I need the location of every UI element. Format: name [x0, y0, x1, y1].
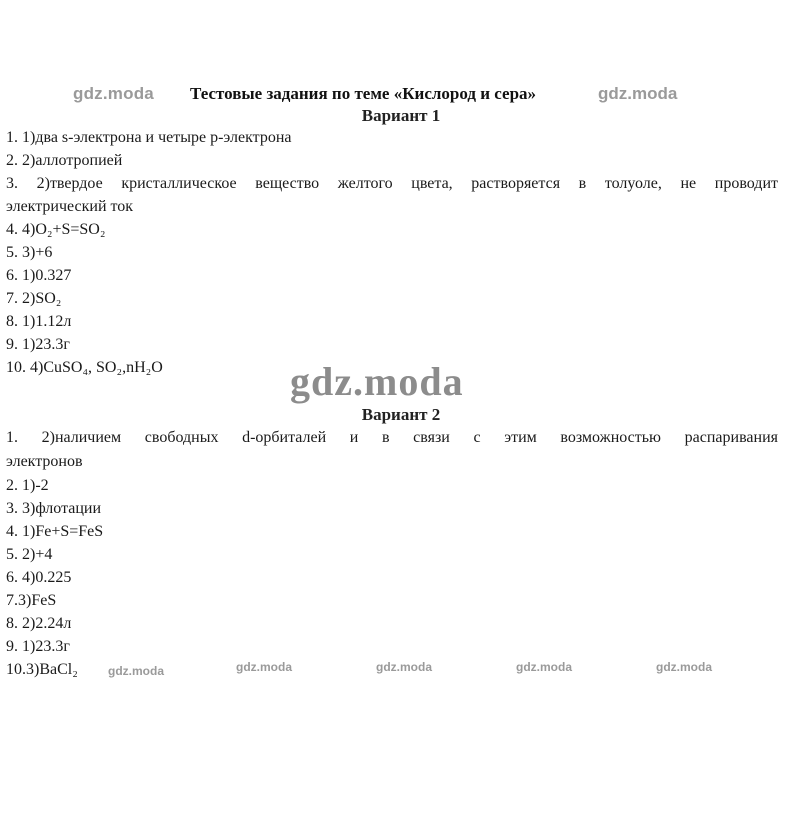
- answer-v1-4: 4. 4)O₂+S=SO₂: [6, 221, 106, 238]
- answer-v2-7: 7.3)FeS: [6, 592, 57, 609]
- answer-v1-10: 10. 4)CuSO₄, SO₂,nH₂O: [6, 359, 163, 376]
- answer-v1-1: 1. 1)два s-электрона и четыре p-электрона: [6, 129, 292, 146]
- answer-v2-9: 9. 1)23.3г: [6, 638, 70, 655]
- answer-v2-6: 6. 4)0.225: [6, 569, 72, 586]
- answer-v1-9: 9. 1)23.3г: [6, 336, 70, 353]
- answer-v1-3-cont: электрический ток: [6, 198, 134, 215]
- watermark-left: gdz.moda: [73, 84, 154, 103]
- header: [0, 84, 802, 106]
- variant-1-heading: Вариант 1: [361, 106, 441, 125]
- answer-v2-4: 4. 1)Fe+S=FeS: [6, 523, 104, 540]
- answer-v2-10: 10.3)BaCl₂: [6, 661, 78, 678]
- footer-watermark-5: gdz.moda: [656, 660, 712, 674]
- answer-v1-2: 2. 2)аллотропией: [6, 152, 123, 169]
- page-title: Тестовые задания по теме «Кислород и сера»: [190, 84, 537, 103]
- answer-v2-5: 5. 2)+4: [6, 546, 53, 563]
- answer-v2-1: 1. 2)наличием свободных d-орбиталей и в связи с этим возможностью распаривания: [6, 429, 778, 446]
- footer-watermark-4: gdz.moda: [516, 660, 572, 674]
- footer-watermark-2: gdz.moda: [236, 660, 292, 674]
- big-watermark: gdz.moda: [290, 359, 464, 404]
- answer-v2-3: 3. 3)флотации: [6, 500, 102, 517]
- answer-v1-7: 7. 2)SO₂: [6, 290, 62, 307]
- footer-watermark-1: gdz.moda: [108, 664, 164, 678]
- watermark-right: gdz.moda: [598, 84, 678, 103]
- answer-v1-5: 5. 3)+6: [6, 244, 53, 261]
- answer-v1-6: 6. 1)0.327: [6, 267, 72, 284]
- answer-v2-2: 2. 1)-2: [6, 477, 49, 494]
- answer-v2-8: 8. 2)2.24л: [6, 615, 72, 632]
- answer-v2-1-cont: электронов: [6, 453, 83, 470]
- footer-watermark-3: gdz.moda: [376, 660, 432, 674]
- answer-v1-8: 8. 1)1.12л: [6, 313, 72, 330]
- variant-2-heading: Вариант 2: [361, 405, 441, 424]
- answer-v1-3: 3. 2)твердое кристаллическое вещество желтого цвета, растворяется в толуоле, не проводит: [6, 175, 778, 192]
